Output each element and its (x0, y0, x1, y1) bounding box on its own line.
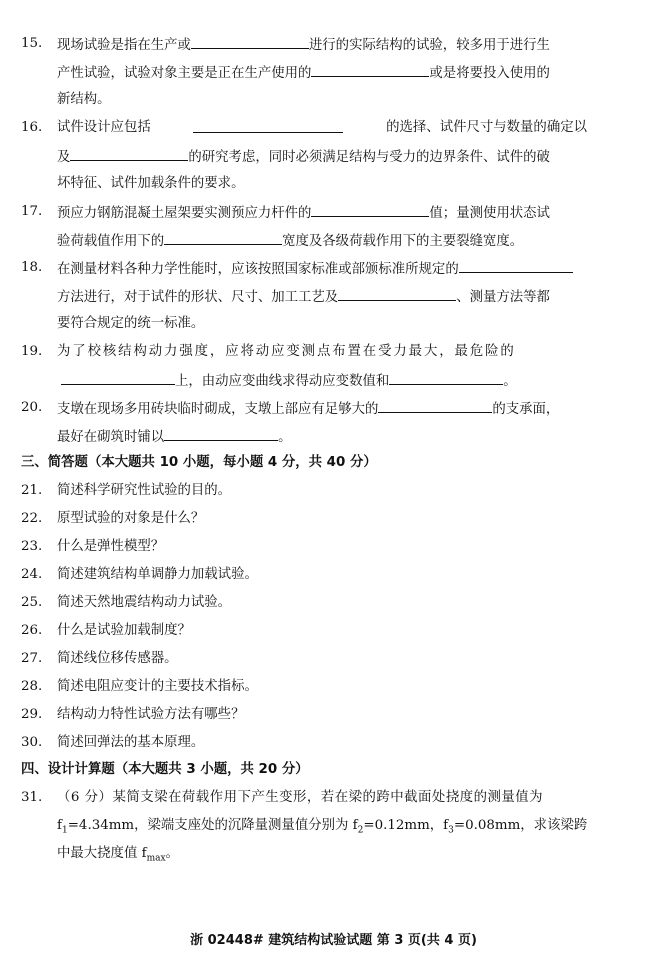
q20-line-1 (57, 399, 559, 419)
q15-text-2b: 或是将要投入使用的 (429, 66, 550, 81)
q17-text-1a: 预应力钢筋混凝土屋架要实测预应力杆件的 (57, 206, 312, 221)
q18-text-1a: 在测量材料各种力学性能时，应该按照国家标准或部颁标准所规定的 (57, 262, 459, 277)
q16-text-2a: 及 (57, 150, 71, 165)
q29-text: 结构动力特性试验方法有哪些？ (57, 707, 245, 722)
q17-number: 17. (21, 204, 43, 219)
q15-blank-2[interactable] (311, 63, 429, 77)
q18-line-2 (57, 287, 550, 307)
q15-text-1b: 进行的实际结构的试验，较多用于进行生 (308, 38, 550, 53)
q19-text-2b: 。 (503, 374, 517, 389)
q15-line-3: 新结构。 (57, 92, 111, 107)
q16-text-1a: 试件设计应包括 (57, 120, 151, 135)
q17-text-2b: 宽度及各级荷载作用下的主要裂缝宽度。 (282, 234, 524, 249)
q27-number: 27. (21, 651, 43, 666)
q15-text-1a: 现场试验是指在生产或 (57, 38, 191, 53)
q24-text: 简述建筑结构单调静力加载试验。 (57, 567, 258, 582)
q31-text-3b: 。 (165, 846, 179, 861)
page-footer: 浙 02448# 建筑结构试验试题 第 3 页(共 4 页) (190, 933, 477, 948)
q16-blank-2[interactable] (70, 147, 188, 161)
q31-fmax-subscript: max (146, 853, 166, 864)
q15-number: 15. (21, 36, 43, 51)
q31-text-2b: =0.12mm，f (363, 818, 449, 833)
q20-line-2 (57, 427, 292, 447)
q31-text-2a: =4.34mm，梁端支座处的沉降量测量值分别为 f (67, 818, 358, 833)
q30-number: 30. (21, 735, 43, 750)
q20-blank-2[interactable] (164, 427, 278, 441)
q16-text-1b: 的选择、试件尺寸与数量的确定以 (386, 120, 587, 135)
q28-text: 简述电阻应变计的主要技术指标。 (57, 679, 258, 694)
q21-number: 21. (21, 483, 43, 498)
q19-number: 19. (21, 344, 43, 359)
q28-number: 28. (21, 679, 43, 694)
q23-number: 23. (21, 539, 43, 554)
q19-line-1: 为了校核结构动力强度，应将动应变测点布置在受力最大，最危险的 (57, 344, 516, 359)
q31-f2-subscript: 2 (357, 825, 364, 836)
q19-blank-1[interactable] (61, 371, 175, 385)
q27-text: 简述线位移传感器。 (57, 651, 178, 666)
q15-text-2a: 产性试验，试验对象主要是正在生产使用的 (57, 66, 312, 81)
q15-line-1 (57, 35, 550, 55)
q24-number: 24. (21, 567, 43, 582)
q16-text-2b: 的研究考虑，同时必须满足结构与受力的边界条件、试件的破 (188, 150, 550, 165)
q16-line-3: 坏特征、试件加载条件的要求。 (57, 176, 245, 191)
q16-line-1 (57, 119, 587, 137)
q18-number: 18. (21, 260, 43, 275)
q19-line-2 (61, 371, 517, 391)
q29-number: 29. (21, 707, 43, 722)
q20-blank-1[interactable] (378, 399, 492, 413)
q19-blank-2[interactable] (389, 371, 503, 385)
q20-text-1b: 的支承面， (492, 402, 560, 417)
q18-text-2a: 方法进行，对于试件的形状、尺寸、加工工艺及 (57, 290, 339, 305)
q21-text: 简述科学研究性试验的目的。 (57, 483, 232, 498)
q16-number: 16. (21, 120, 43, 135)
q17-line-2 (57, 231, 523, 251)
q18-text-2b: 、测量方法等都 (456, 290, 550, 305)
section-3-heading: 三、简答题（本大题共 10 小题，每小题 4 分，共 40 分） (21, 455, 377, 470)
q17-blank-2[interactable] (164, 231, 282, 245)
q18-blank-1[interactable] (459, 259, 573, 273)
q31-text-2c: =0.08mm，求该梁跨 (453, 818, 588, 833)
q16-line-2 (57, 147, 550, 167)
q20-text-2a: 最好在砌筑时铺以 (57, 430, 165, 445)
q18-line-1 (57, 259, 573, 279)
q31-line-2 (57, 817, 587, 840)
q16-blank-1[interactable] (193, 119, 343, 133)
q18-line-3: 要符合规定的统一标准。 (57, 316, 205, 331)
q18-blank-2[interactable] (338, 287, 456, 301)
q17-blank-1[interactable] (311, 203, 429, 217)
q23-text: 什么是弹性模型？ (57, 539, 165, 554)
q26-number: 26. (21, 623, 43, 638)
q17-line-1 (57, 203, 550, 223)
q19-text-2a: 上，由动应变曲线求得动应变数值和 (175, 374, 390, 389)
q20-number: 20. (21, 400, 43, 415)
q31-line-1: （6 分）某简支梁在荷载作用下产生变形，若在梁的跨中截面处挠度的测量值为 (57, 790, 544, 805)
q20-text-2b: 。 (278, 430, 292, 445)
q15-blank-1[interactable] (191, 35, 309, 49)
q31-f1: f (57, 818, 62, 833)
q30-text: 简述回弹法的基本原理。 (57, 735, 205, 750)
q22-number: 22. (21, 511, 43, 526)
q26-text: 什么是试验加载制度？ (57, 623, 191, 638)
q20-text-1a: 支墩在现场多用砖块临时砌成，支墩上部应有足够大的 (57, 402, 379, 417)
section-4-heading: 四、设计计算题（本大题共 3 小题，共 20 分） (21, 762, 309, 777)
q17-text-2a: 验荷载值作用下的 (57, 234, 165, 249)
q31-text-3a: 中最大挠度值 f (57, 846, 147, 861)
q25-number: 25. (21, 595, 43, 610)
q31-f1-subscript: 1 (61, 825, 68, 836)
q17-text-1b: 值；量测使用状态试 (429, 206, 550, 221)
q31-f3-subscript: 3 (448, 825, 454, 836)
q15-line-2 (57, 63, 550, 83)
q31-number: 31. (21, 790, 43, 805)
q25-text: 简述天然地震结构动力试验。 (57, 595, 232, 610)
q22-text: 原型试验的对象是什么？ (57, 511, 205, 526)
q31-line-3 (57, 845, 179, 868)
